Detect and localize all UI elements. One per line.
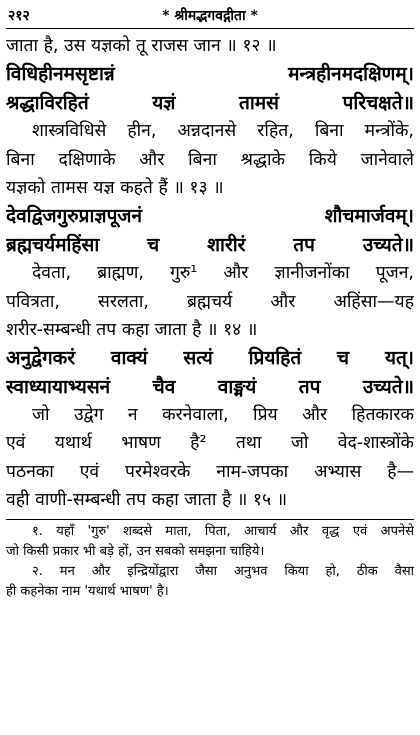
footnote-line: ही कहनेका नाम 'यथार्थ भाषण' है। (6, 583, 169, 599)
page-number: २१२ (8, 7, 30, 24)
verse-line: स्वाध्यायाभ्यसनं चैव वाङ्मयं तप उच्यते॥ (6, 375, 414, 398)
verse-line: देवद्विजगुरुप्राज्ञपूजनं शौचमार्जवम्। (6, 205, 414, 228)
footnotes (6, 522, 414, 602)
page-header (6, 4, 414, 29)
footnote-line: २. मन और इन्द्रियोंद्वारा जैसा अनुभव किया हो, ठीक वैसा (32, 563, 414, 579)
text-line: शास्त्रविधिसे हीन, अन्नदानसे रहित, बिना मन्त्रोंके, (32, 121, 414, 142)
footnote-divider (6, 519, 414, 520)
verse-line: श्रद्धाविरहितं यज्ञं तामसं परिचक्षते॥ (6, 91, 414, 114)
running-title: * श्रीमद्भगवद्गीता * (162, 7, 258, 24)
verse-line: विधिहीनमसृष्टान्नं मन्त्रहीनमदक्षिणम्। (6, 63, 414, 86)
footnote-line: १. यहाँ 'गुरु' शब्दसे माता, पिता, आचार्य और वृद्ध एवं अपनेसे (32, 523, 414, 539)
verse-line: ब्रह्मचर्यमहिंसा च शारीरं तप उच्यते॥ (6, 233, 414, 256)
verse-line: अनुद्वेगकरं वाक्यं सत्यं प्रियहितं च यत्। (6, 347, 414, 370)
footnote-line: जो किसी प्रकार भी बड़े हों, उन सबको समझना चाहिये। (6, 543, 265, 559)
text-line: शरीर-सम्बन्धी तप कहा जाता है ॥ १४ ॥ (6, 319, 258, 340)
text-line: देवता, ब्राह्मण, गुरु¹ और ज्ञानीजनोंका पूजन, (32, 263, 414, 284)
page-body (6, 32, 414, 515)
text-line: पवित्रता, सरलता, ब्रह्मचर्य और अहिंसा—यह (6, 291, 414, 312)
text-line: बिना दक्षिणाके और बिना श्रद्धाके किये जानेवाले (6, 149, 414, 170)
text-line: जो उद्वेग न करनेवाला, प्रिय और हितकारक (32, 405, 414, 426)
text-line: यज्ञको तामस यज्ञ कहते हैं ॥ १३ ॥ (6, 177, 224, 198)
text-line: वही वाणी-सम्बन्धी तप कहा जाता है ॥ १५ ॥ (6, 490, 288, 511)
text-line: जाता है, उस यज्ञको तू राजस जान ॥ १२ ॥ (6, 36, 277, 56)
text-line: पठनका एवं परमेश्वरके नाम-जपका अभ्यास है— (6, 461, 414, 482)
text-line: एवं यथार्थ भाषण है² तथा जो वेद-शास्त्रोंके (6, 433, 414, 454)
